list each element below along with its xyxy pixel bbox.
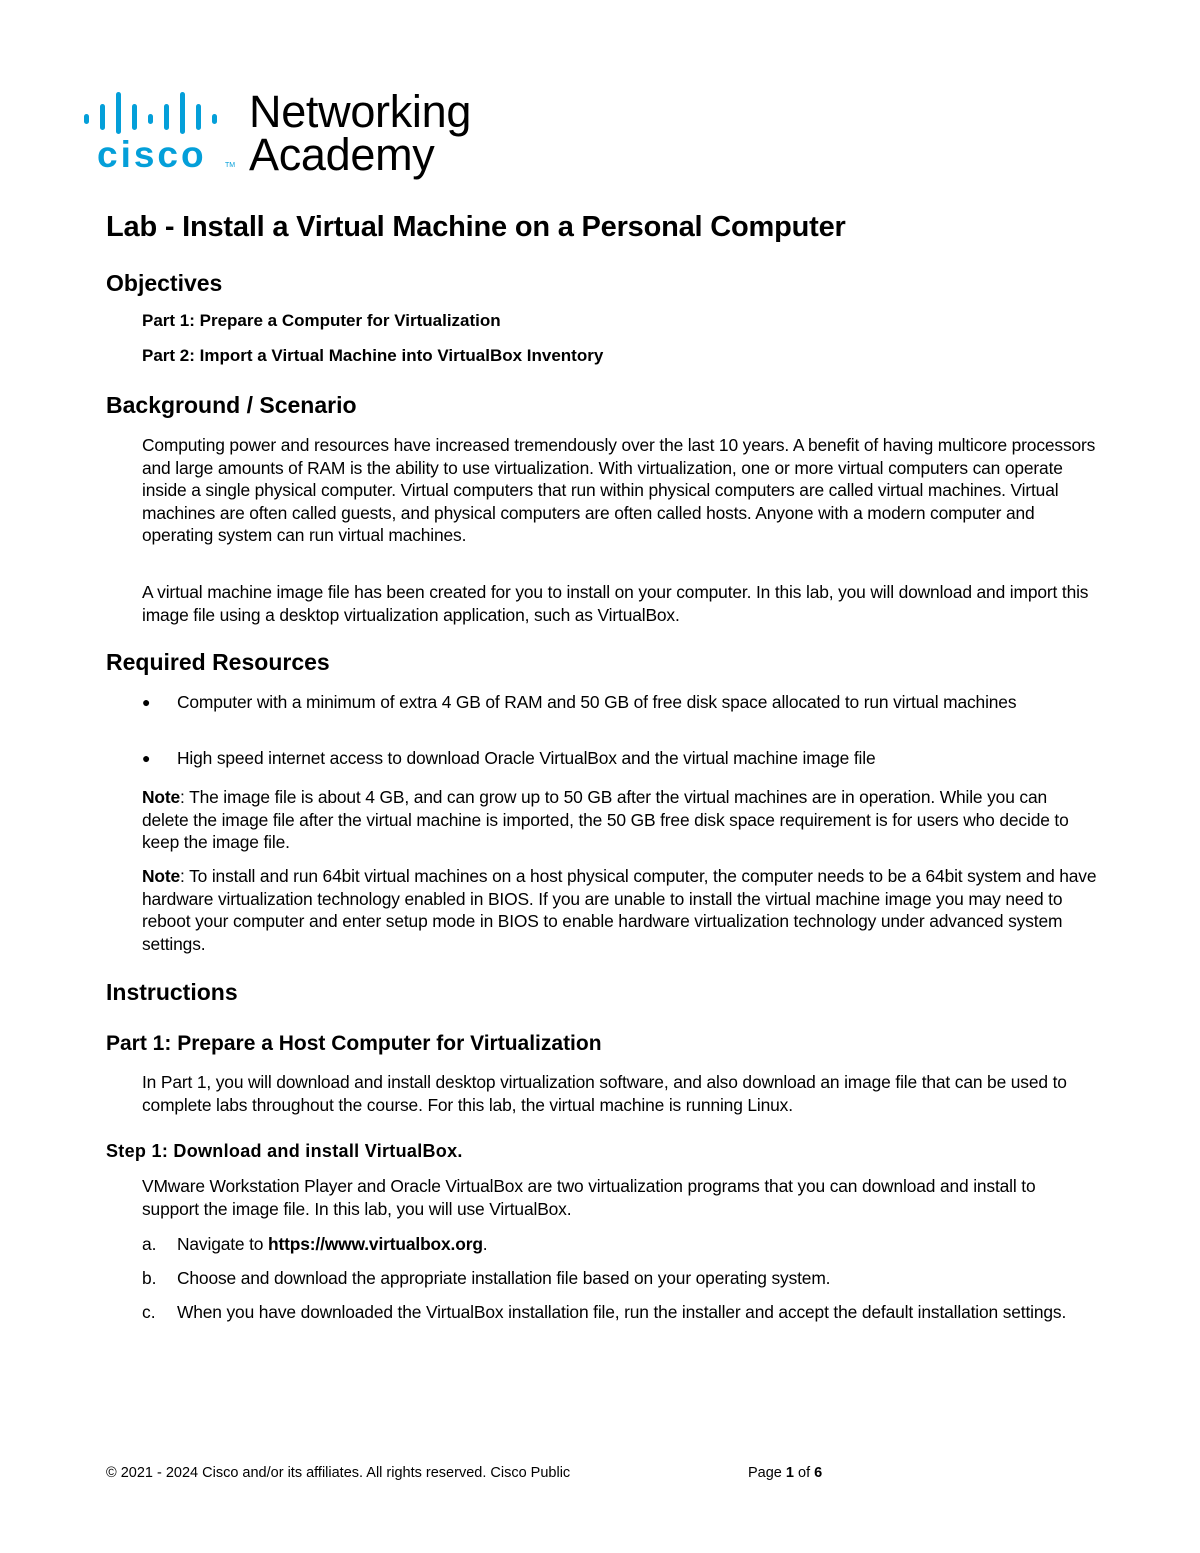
page-title: Lab - Install a Virtual Machine on a Personal Computer <box>106 211 846 243</box>
cisco-bars-icon <box>84 90 234 136</box>
current-page: 1 <box>785 1465 794 1481</box>
footer-copyright: © 2021 - 2024 Cisco and/or its affiliates. All rights reserved. Cisco Public <box>106 1465 571 1481</box>
bullet-icon: ● <box>142 694 151 710</box>
item-a-text: Navigate to https://www.virtualbox.org. <box>177 1234 488 1254</box>
objective-part2: Part 2: Import a Virtual Machine into VirtualBox Inventory <box>142 346 604 365</box>
item-label: a. <box>142 1234 157 1254</box>
cisco-wordmark: cisco <box>97 134 207 175</box>
note-2 <box>142 865 1097 955</box>
logo-networking-text: Networking <box>249 86 472 137</box>
resource-item-text: High speed internet access to download Oracle VirtualBox and the virtual machine image file <box>177 748 876 768</box>
background-paragraph-1: Computing power and resources have increased tremendously over the last 10 years. A benefit of having multicore processors and large amounts of RAM is the ability to use virtualization. With virtualization, one or more virtual computers can operate inside a single physical computer. Virtual computers that run within physical computers are called virtual machines. Virtual machines are often called guests, and physical computers are often called hosts. Anyone with a modern computer and operating system can run virtual machines. <box>142 435 1096 546</box>
footer-page-number: Page 1 of 6 <box>748 1465 823 1481</box>
note-label: Note <box>142 787 181 807</box>
objective-part1: Part 1: Prepare a Computer for Virtualization <box>142 311 501 330</box>
item-label: b. <box>142 1268 157 1288</box>
background-heading: Background / Scenario <box>106 392 357 418</box>
note-label: Note <box>142 866 181 886</box>
step1-paragraph: VMware Workstation Player and Oracle VirtualBox are two virtualization programs that you can download and install to support the image file. In this lab, you will use VirtualBox. <box>142 1176 1036 1219</box>
part1-paragraph: In Part 1, you will download and install desktop virtualization software, and also download an image file that can be used to complete labs throughout the course. For this lab, the virtual machine is running Linux. <box>142 1072 1067 1115</box>
resource-item-text: Computer with a minimum of extra 4 GB of RAM and 50 GB of free disk space allocated to run virtual machines <box>177 692 1017 712</box>
note-1-text: : The image file is about 4 GB, and can grow up to 50 GB after the virtual machines are in operation. While you can delete the image file after the virtual machine is imported, the 50 GB free disk space requirement is for users who decide to keep the image file. <box>142 787 1069 853</box>
background-paragraph-2: A virtual machine image file has been created for you to install on your computer. In this lab, you will download and import this image file using a desktop virtualization application, such as VirtualBox. <box>142 582 1089 625</box>
virtualbox-link[interactable]: https://www.virtualbox.org <box>268 1234 483 1254</box>
item-c-text: When you have downloaded the VirtualBox installation file, run the installer and accept the default installation settings. <box>177 1302 1067 1322</box>
instructions-heading: Instructions <box>106 979 238 1005</box>
note-2-text: : To install and run 64bit virtual machines on a host physical computer, the computer needs to be a 64bit system and have hardware virtualization technology enabled in BIOS. If you are unable to install the virtual machine image you may need to reboot your computer and enter setup mode in BIOS to enable hardware virtualization technology under advanced system settings. <box>142 866 1097 954</box>
item-b-text: Choose and download the appropriate installation file based on your operating system. <box>177 1268 831 1288</box>
trademark-mark: TM <box>225 162 236 169</box>
required-resources-heading: Required Resources <box>106 649 330 675</box>
objectives-heading: Objectives <box>106 270 223 296</box>
note-1 <box>142 786 1097 854</box>
logo-academy-text: Academy <box>249 129 435 180</box>
item-label: c. <box>142 1302 156 1322</box>
step1-heading: Step 1: Download and install VirtualBox. <box>106 1141 463 1161</box>
cisco-networking-academy-logo <box>84 86 484 182</box>
part1-heading: Part 1: Prepare a Host Computer for Virtualization <box>106 1032 602 1055</box>
bullet-icon: ● <box>142 750 151 766</box>
total-pages: 6 <box>814 1465 823 1481</box>
